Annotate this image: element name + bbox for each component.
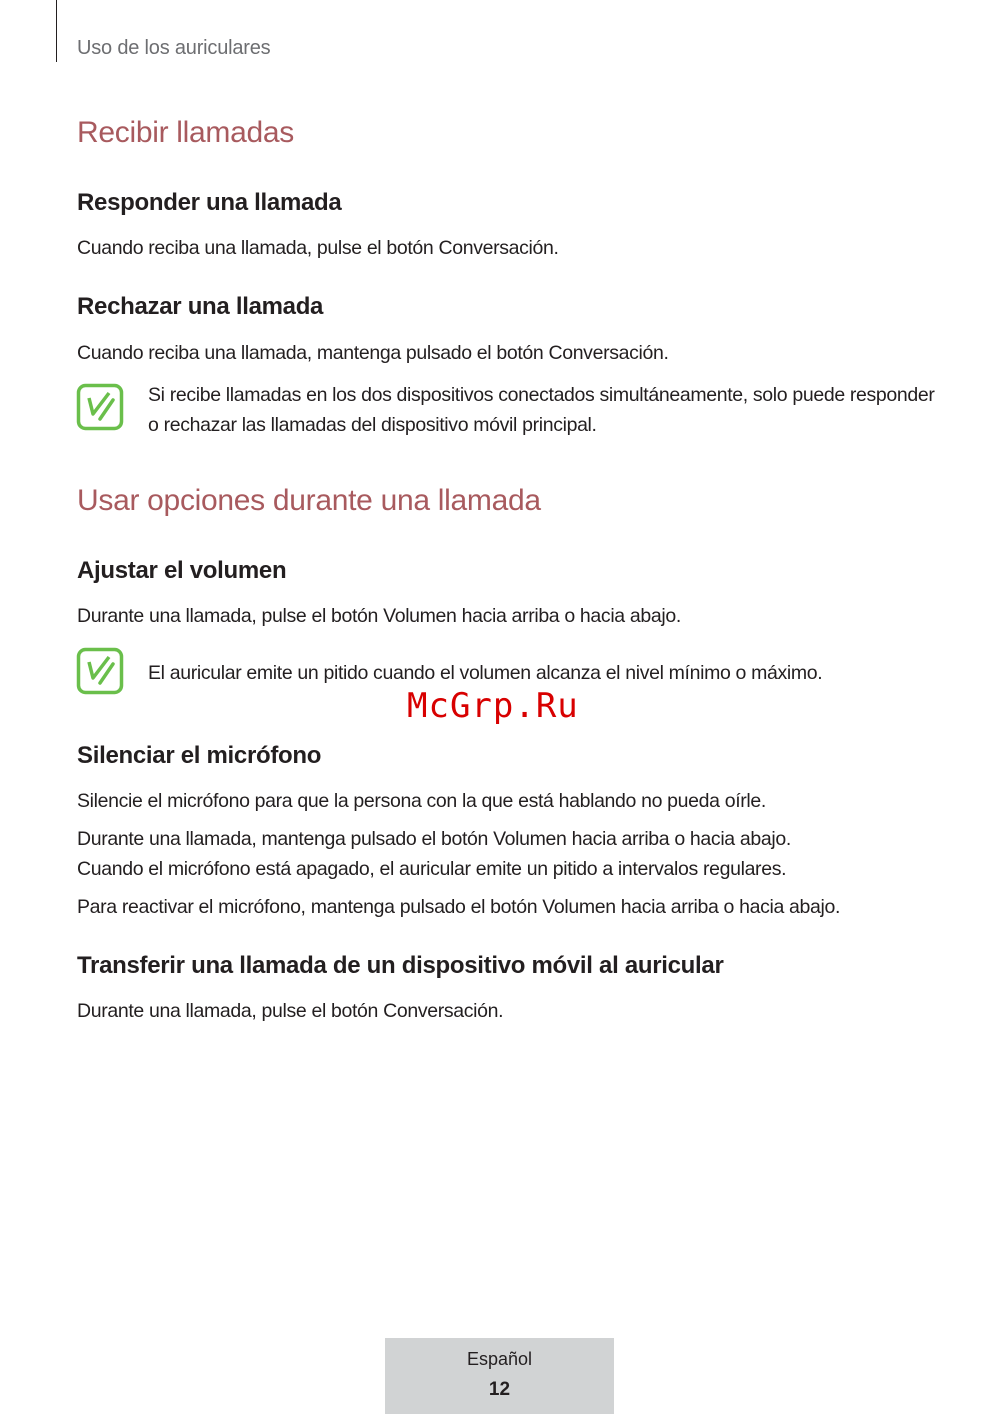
- watermark: McGrp.Ru: [407, 686, 579, 726]
- paragraph: Silencie el micrófono para que la persona con la que está hablando no pueda oírle.: [77, 790, 766, 812]
- running-header: Uso de los auriculares: [77, 37, 271, 59]
- header-rule: [56, 0, 57, 62]
- paragraph: Cuando reciba una llamada, pulse el botón Conversación.: [77, 237, 559, 259]
- paragraph: Para reactivar el micrófono, mantenga pulsado el botón Volumen hacia arriba o hacia abajo.: [77, 896, 841, 918]
- note-pencil-icon: [76, 647, 124, 695]
- page-footer: [385, 1338, 614, 1414]
- note-pencil-icon: [76, 383, 124, 431]
- subhead-ajustar-volumen: Ajustar el volumen: [77, 557, 287, 584]
- paragraph: Durante una llamada, pulse el botón Volumen hacia arriba o hacia abajo.: [77, 605, 681, 627]
- subhead-responder-llamada: Responder una llamada: [77, 189, 342, 216]
- note-text: Si recibe llamadas en los dos dispositivos conectados simultáneamente, solo puede responder o rechazar las llamadas del dispositivo móvil principal.: [148, 384, 935, 436]
- subhead-rechazar-llamada: Rechazar una llamada: [77, 293, 324, 320]
- paragraph: Durante una llamada, pulse el botón Conversación.: [77, 1000, 504, 1022]
- section-title-usar-opciones: Usar opciones durante una llamada: [77, 484, 541, 517]
- paragraph: Cuando reciba una llamada, mantenga pulsado el botón Conversación.: [77, 342, 669, 364]
- subhead-silenciar-microfono: Silenciar el micrófono: [77, 742, 322, 769]
- page-number: 12: [488, 1379, 511, 1400]
- section-title-recibir-llamadas: Recibir llamadas: [77, 116, 294, 149]
- note-text: El auricular emite un pitido cuando el volumen alcanza el nivel mínimo o máximo.: [148, 662, 823, 684]
- paragraph: Durante una llamada, mantenga pulsado el botón Volumen hacia arriba o hacia abajo.: [77, 828, 791, 850]
- paragraph: Cuando el micrófono está apagado, el auricular emite un pitido a intervalos regulares.: [77, 858, 787, 880]
- subhead-transferir-llamada: Transferir una llamada de un dispositivo móvil al auricular: [77, 952, 724, 979]
- footer-language: Español: [466, 1349, 533, 1369]
